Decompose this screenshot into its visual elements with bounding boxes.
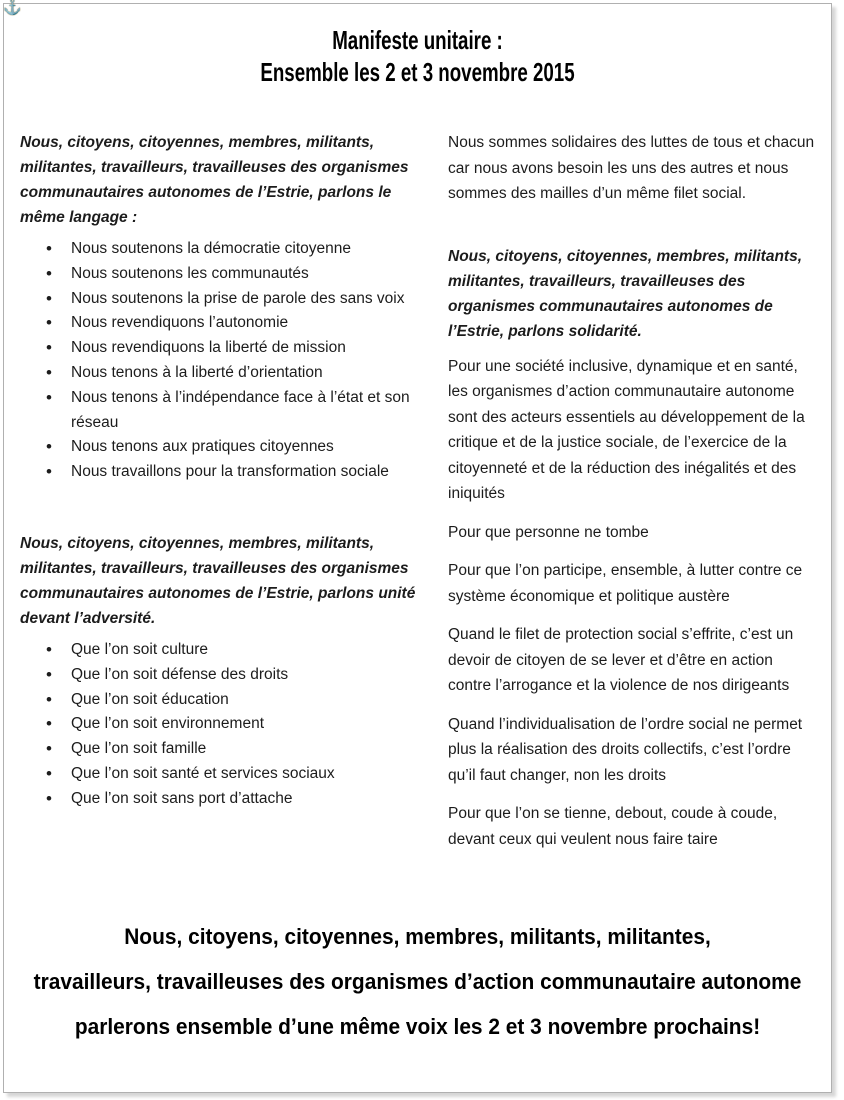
closing-line3: parlerons ensemble d’une même voix les 2 et 3 novembre prochains! (74, 1014, 761, 1039)
bullet-list-langage (46, 237, 424, 485)
paragraph-individualisation: Quand l’individualisation de l’ordre social ne permet plus la réalisation des droits collectifs, c’est l’ordre qu’il faut changer, non les droits (448, 715, 803, 784)
right-column (448, 130, 819, 852)
list-item: • Que l’on soit famille (46, 737, 424, 762)
document-title (4, 24, 831, 88)
page-sheet (3, 0, 832, 1093)
list-item: • Nous revendiquons l’autonomie (46, 311, 424, 336)
closing-line2: travailleurs, travailleuses des organismes d’action communautaire autonome (33, 969, 802, 994)
list-item: • Nous tenons aux pratiques citoyennes (46, 435, 424, 460)
list-item: • Que l’on soit sans port d’attache (46, 787, 424, 812)
list-item: • Nous soutenons la démocratie citoyenne (46, 237, 424, 262)
list-item: • Que l’on soit éducation (46, 688, 424, 713)
intro-parlons-solidarite: Nous, citoyens, citoyennes, membres, militants, militantes, travailleurs, travailleuses des organismes communautaires autonomes de l’Estrie, parlons solidarité. (448, 247, 803, 340)
list-item: • Que l’on soit défense des droits (46, 663, 424, 688)
list-item: • Nous soutenons la prise de parole des sans voix (46, 287, 424, 312)
paragraph-personne-ne-tombe: Pour que personne ne tombe (448, 523, 649, 541)
list-item: • Nous tenons à la liberté d’orientation (46, 361, 424, 386)
closing-line1: Nous, citoyens, citoyennes, membres, militants, militantes, (124, 924, 711, 949)
paragraph-solidaires: Nous sommes solidaires des luttes de tous et chacun car nous avons besoin les uns des autres et nous sommes des mailles d’un même filet social. (448, 134, 815, 202)
object-anchor-icon: ⚓ (3, 0, 22, 16)
paragraph-societe-inclusive: Pour une société inclusive, dynamique et en santé, les organismes d’action communautaire autonome sont des acteurs essentiels au développement de la critique et de la justice sociale, de l’exercice de la citoyenneté et de la réduction des inégalités et des iniquités (448, 357, 805, 502)
paragraph-filet-protection: Quand le filet de protection social s’effrite, c’est un devoir de citoyen de se lever et d’être en action contre l’arrogance et la violence de nos dirigeants (448, 626, 794, 694)
closing-statement (4, 914, 831, 1049)
list-item: • Que l’on soit santé et services sociaux (46, 762, 424, 787)
list-item: • Nous tenons à l’indépendance face à l’état et son réseau (46, 386, 424, 436)
paragraph-participe-ensemble: Pour que l’on participe, ensemble, à lutter contre ce système économique et politique austère (448, 562, 803, 605)
list-item: • Que l’on soit environnement (46, 712, 424, 737)
document-title-line1: Manifeste unitaire : (332, 25, 503, 55)
paragraph-se-tienne-debout: Pour que l’on se tienne, debout, coude à coude, devant ceux qui veulent nous faire taire (448, 805, 778, 848)
left-column (20, 130, 424, 852)
list-item: • Que l’on soit culture (46, 638, 424, 663)
list-item: • Nous revendiquons la liberté de mission (46, 336, 424, 361)
document-title-line2: Ensemble les 2 et 3 novembre 2015 (260, 57, 575, 87)
list-item: • Nous soutenons les communautés (46, 262, 424, 287)
list-item: • Nous travaillons pour la transformation sociale (46, 460, 424, 485)
intro-parlons-le-meme-langage: Nous, citoyens, citoyennes, membres, militants, militantes, travailleurs, travailleuses des organismes communautaires autonomes de l’Estrie, parlons le même langage : (20, 134, 409, 226)
bullet-list-unite (46, 638, 424, 812)
two-column-body (4, 130, 831, 852)
intro-parlons-unite: Nous, citoyens, citoyennes, membres, militants, militantes, travailleurs, travailleuses des organismes communautaires autonomes de l’Estrie, parlons unité devant l’adversité. (20, 534, 416, 627)
